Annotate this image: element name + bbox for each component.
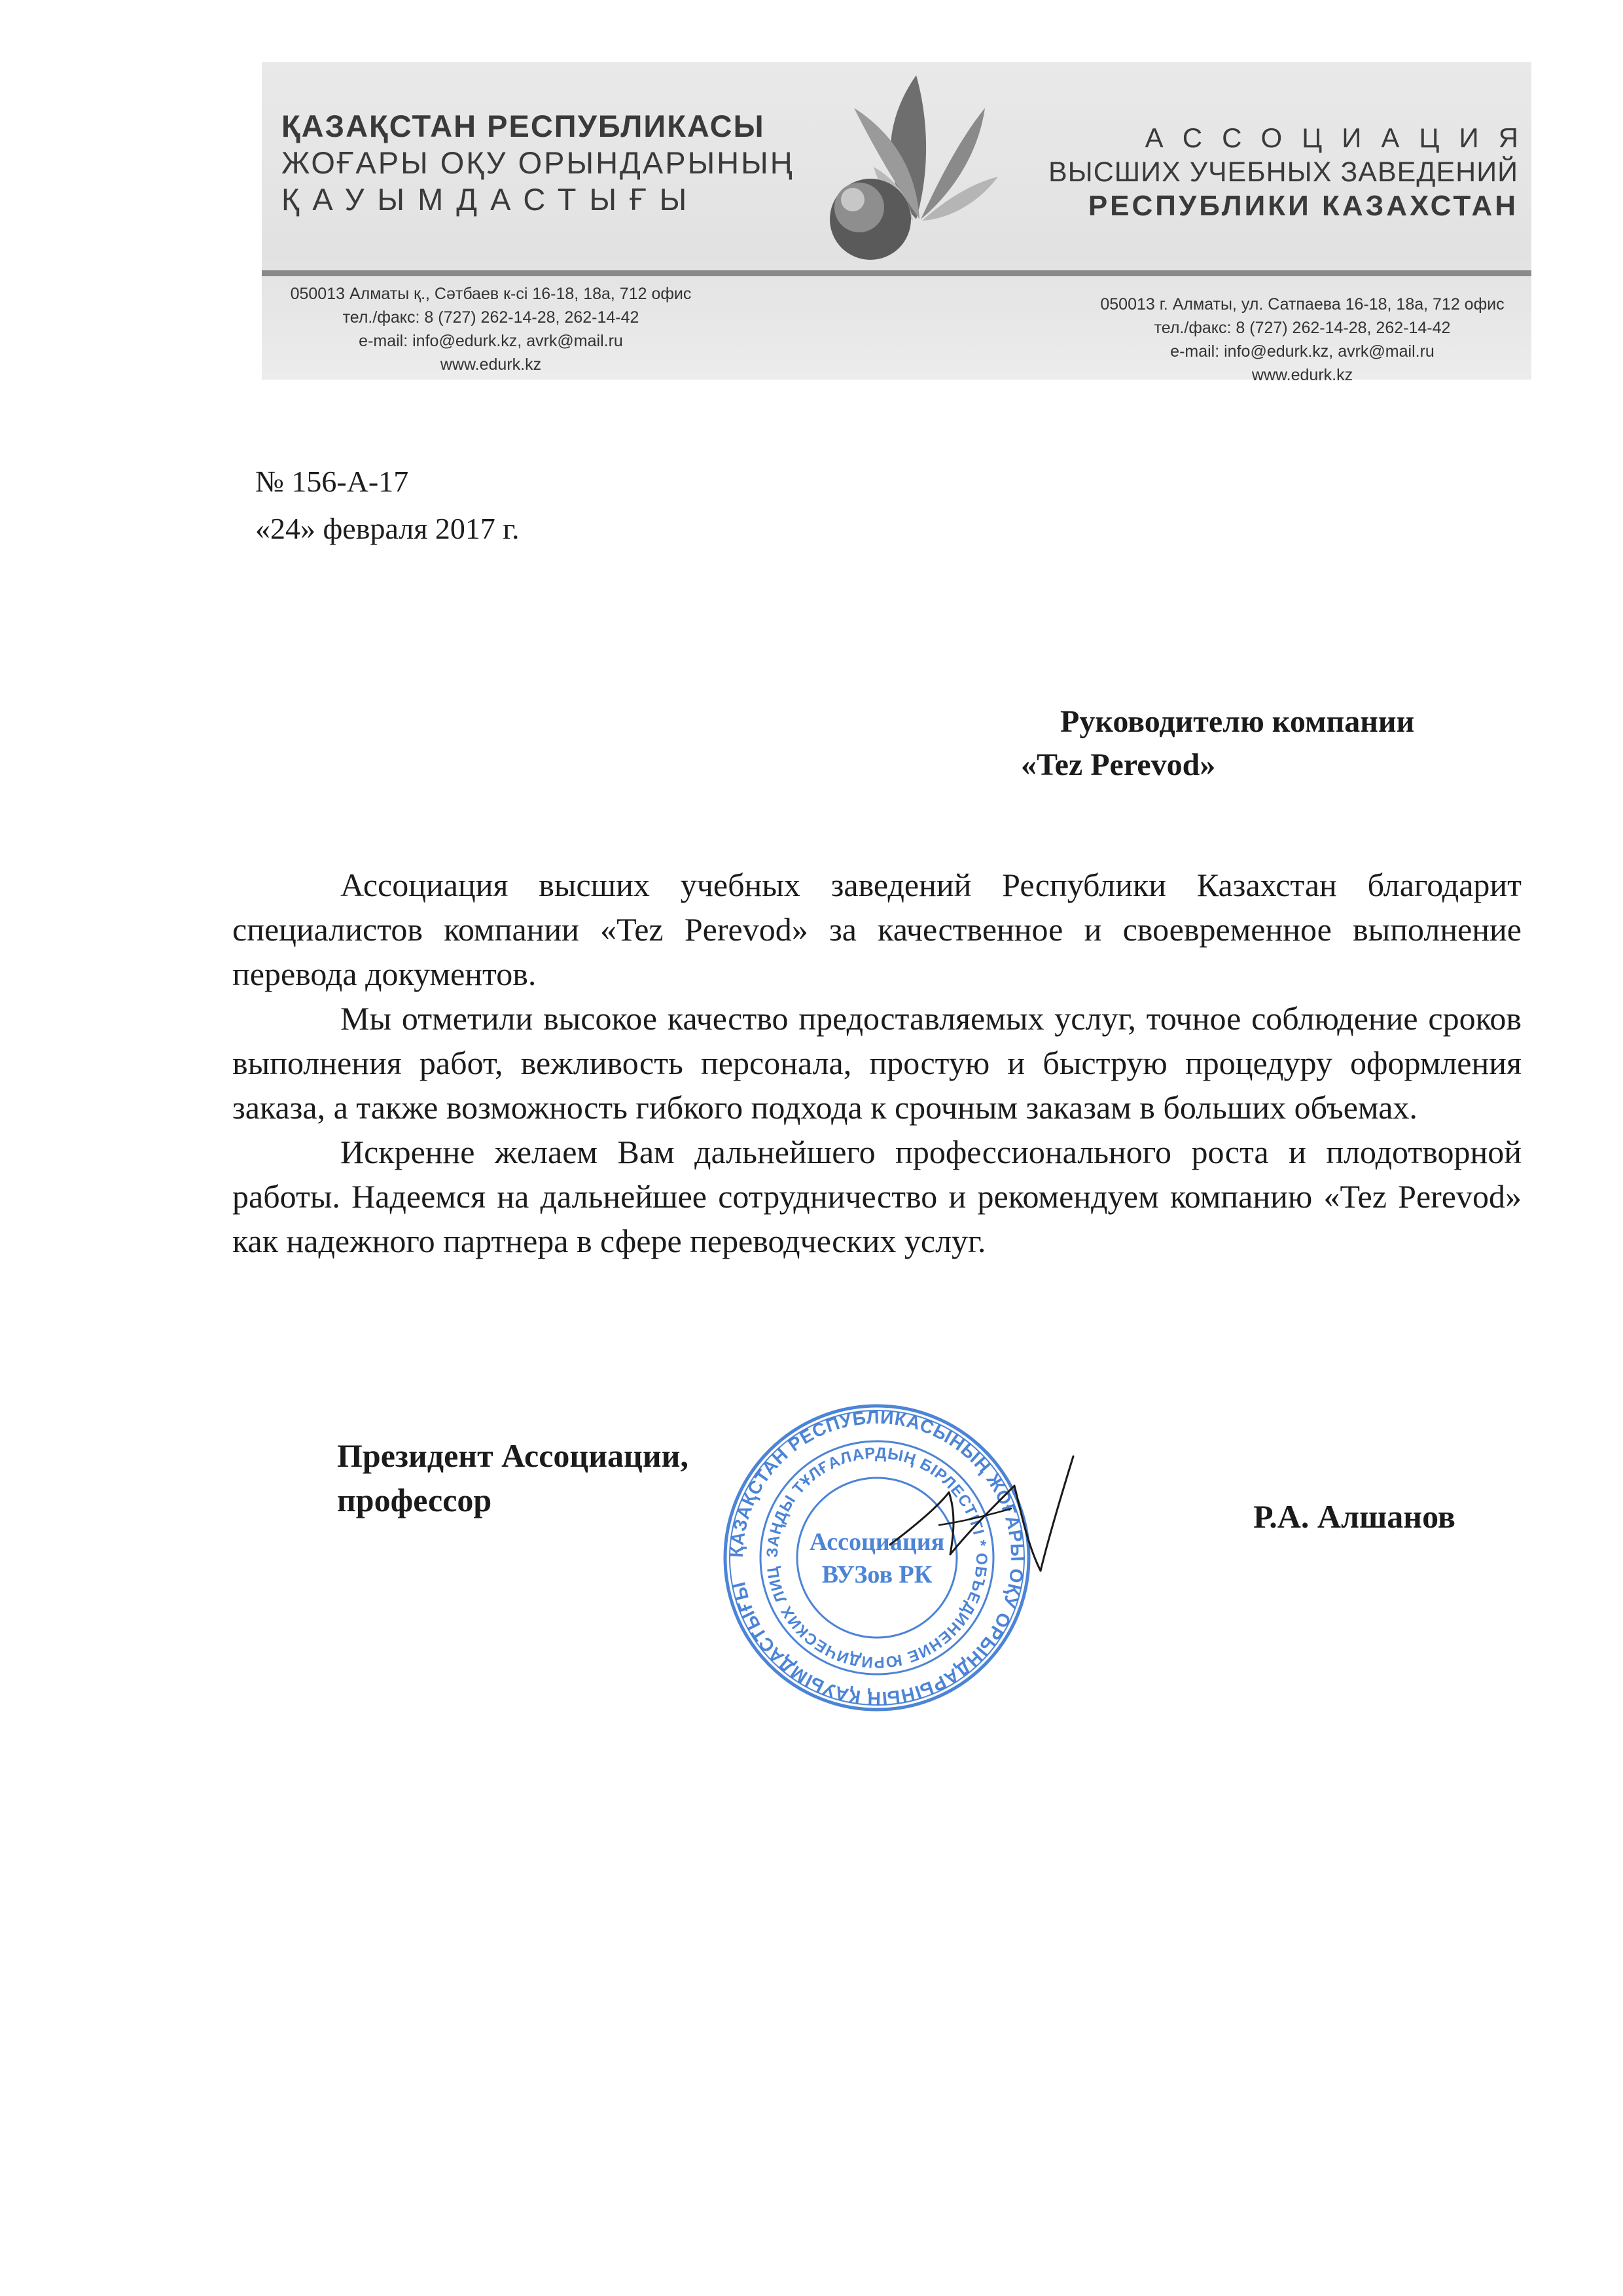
letterhead-ru-line-2: ВЫСШИХ УЧЕБНЫХ ЗАВЕДЕНИЙ	[1048, 156, 1518, 188]
letterhead-ru-line-3: РЕСПУБЛИКИ КАЗАХСТАН	[1088, 190, 1518, 222]
signatory-title: профессор	[337, 1482, 492, 1518]
letter-date: «24» февраля 2017 г.	[255, 512, 520, 545]
kz-address-phone: тел./факс: 8 (727) 262-14-28, 262-14-42	[342, 308, 639, 327]
handwritten-signature	[877, 1446, 1093, 1584]
addressee-title: Руководителю компании	[1060, 704, 1415, 739]
signatory-position: Президент Ассоциации,	[337, 1437, 688, 1474]
letterhead-russian-title	[1021, 121, 1538, 223]
addressee-block	[1021, 700, 1414, 787]
ru-address-street: 050013 г. Алматы, ул. Сатпаева 16-18, 18а, 712 офис	[1100, 295, 1505, 314]
kz-address-website: www.edurk.kz	[440, 355, 542, 374]
ru-address-website: www.edurk.kz	[1251, 366, 1353, 384]
body-paragraph-1: Ассоциация высших учебных заведений Республики Казахстан благодарит специалистов компании «Tez Perevod» за качественное и своевременное выполнение перевода документов.	[232, 867, 1522, 992]
signatory-name: Р.А. Алшанов	[1253, 1498, 1455, 1535]
stamp-outer-ring-text: ҚАЗАҚСТАН РЕСПУБЛИКАСЫНЫҢ ЖОҒАРЫ ОҚУ ОРЫНДАРЫНЫҢ ҚАУЫМДАСТЫҒЫ	[726, 1407, 1028, 1709]
letterhead-ru-address	[1067, 293, 1538, 387]
signatory-role	[337, 1433, 688, 1522]
letterhead	[262, 62, 1538, 384]
ru-address-email: e-mail: info@edurk.kz, avrk@mail.ru	[1170, 342, 1435, 361]
letter-body	[232, 863, 1522, 1263]
kz-address-street: 050013 Алматы қ., Сәтбаев к-сі 16-18, 18а, 712 офис	[290, 285, 692, 303]
stamp-inner-ring-text: ЗАҢДЫ ТҰЛҒАЛАРДЫҢ БІРЛЕСТІГІ * ОБЪЕДИНЕНИЕ ЮРИДИЧЕСКИХ ЛИЦ	[763, 1444, 991, 1672]
letterhead-kz-address	[255, 282, 726, 376]
stamp-center-line-1: Ассоциация	[809, 1528, 945, 1556]
letterhead-kz-line-3: ҚАУЫМДАСТЫҒЫ	[281, 182, 700, 217]
letterhead-kz-line-1: ҚАЗАҚСТАН РЕСПУБЛИКАСЫ	[281, 109, 765, 143]
association-emblem-icon	[782, 69, 998, 265]
ru-address-phone: тел./факс: 8 (727) 262-14-28, 262-14-42	[1154, 319, 1451, 337]
stamp-center-line-2: ВУЗов РК	[821, 1561, 933, 1588]
kz-address-email: e-mail: info@edurk.kz, avrk@mail.ru	[359, 332, 623, 350]
letterhead-divider	[262, 270, 1531, 276]
body-paragraph-3: Искренне желаем Вам дальнейшего профессионального роста и плодотворной работы. Надеемся на дальнейшее сотрудничество и рекомендуем компанию «Tez Perevod» как надежного партнера в сфере переводческих услуг.	[232, 1134, 1522, 1259]
body-paragraph-2: Мы отметили высокое качество предоставляемых услуг, точное соблюдение сроков выполнения работ, вежливость персонала, простую и быструю процедуру оформления заказа, а также возможность гибкого подхода к срочным заказам в больших объемах.	[232, 1000, 1522, 1126]
letterhead-ru-line-1: АССОЦИАЦИЯ	[1145, 122, 1538, 153]
addressee-company: «Tez Perevod»	[1021, 747, 1216, 782]
letterhead-kazakh-title	[281, 108, 818, 218]
outgoing-number: № 156-А-17	[255, 465, 409, 498]
letterhead-kz-line-2: ЖОҒАРЫ ОҚУ ОРЫНДАРЫНЫҢ	[281, 145, 794, 180]
reference-block	[255, 458, 520, 552]
